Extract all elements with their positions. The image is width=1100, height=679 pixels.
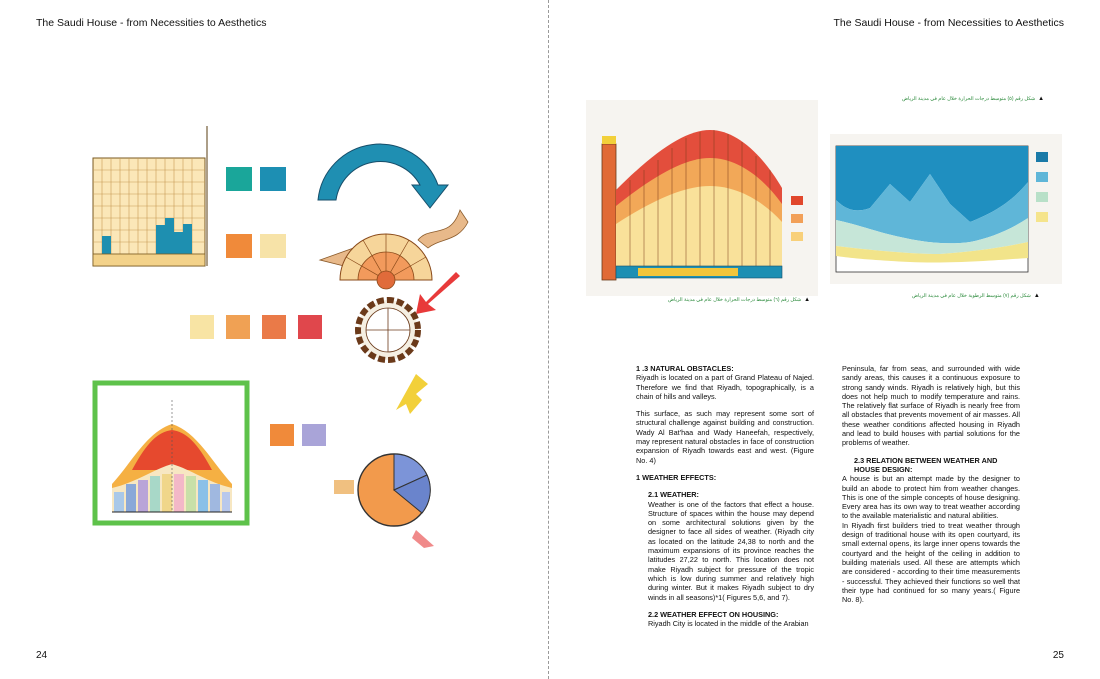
temperature-bell-chart-sketch [92, 380, 252, 555]
pie-chart-sketch [266, 370, 446, 550]
paragraph-house-design-2: In Riyadh first builders tried to treat weather through design of traditional house with its open courtyard, its small external opens, its large inner opens towards the courtyard and the height of the ceiling in addition to building materials used. All these are attempts which are considered - according to their time measurements - successful. They achieved their functions so well that their type had continued for so many years.( Figure No. 8). [842, 520, 1020, 605]
figure-caption-humidity [912, 293, 1040, 299]
paragraph-weather-effect-housing-cont: Peninsula, far from seas, and surrounded with wide sandy areas, this causes it a continuous exposure to strong sandy winds. Riyadh is relatively high, but this does not help much to modify temperature and rains. The relatively flat surface of Riyadh is nearly free from all obstacles that prevents movement of air masses. All these weather conditions affected housing in Riyadh and lead to build houses with partial solutions for the problems of weather. [842, 364, 1020, 448]
section-heading-weather-effects: 1 WEATHER EFFECTS: [636, 472, 717, 482]
figure-caption-humidity-text: شكل رقم (٧) متوسط الرطوبة خلال عام في مدينة الرياض [912, 293, 1031, 299]
text-column-1 [636, 364, 814, 636]
section-heading-weather-house-design: 2.3 RELATION BETWEEN WEATHER AND HOUSE DESIGN: [854, 455, 998, 474]
page-number-left: 24 [36, 650, 48, 661]
section-heading-weather: 2.1 WEATHER: [648, 490, 699, 500]
color-swatches-legend [224, 162, 294, 272]
page-divider [548, 0, 549, 679]
paragraph-natural-obstacles-1: Riyadh is located on a part of Grand Plateau of Najed. Therefore we find that Riyadh, topographically, is a chain of hills and valleys. [636, 373, 814, 401]
right-page [550, 0, 1100, 679]
figure-caption-temperature [668, 297, 810, 303]
figure-caption-temperature-text: شكل رقم (٦) متوسط درجات الحرارة خلال عام في مدينة الرياض [668, 297, 802, 303]
triangle-marker-icon: ▲ [1038, 96, 1045, 102]
wind-frequency-chart-sketch [88, 120, 218, 270]
paragraph-weather-effect-housing-start: Riyadh City is located in the middle of the Arabian [648, 619, 809, 629]
compass-ring-sketch [346, 262, 466, 382]
paragraph-house-design-1: A house is but an attempt made by the designer to build an abode to protect him from weather changes. This is one of the simple concepts of house designing. Every area has its own way to treat weather according to the available materialistic and natural abilities. [842, 474, 1020, 521]
paragraph-weather: Weather is one of the factors that effect a house. Structure of spaces within the house may depend on some architectural solutions given by the designer to face all sides of weather. (Riyadh city as located on the latitude 24,38 to north and the maximum expansions of its province reaches the latitudes 27,22 to north. This location does not make Riyadh subject for pressure of the tropic which is low during summer and relatively high during winter. But it makes Riyadh subject to dry winds in all seasons)*1( Figures 5,6, and 7). [648, 499, 814, 602]
triangle-marker-icon: ▲ [1033, 293, 1040, 299]
running-title-right: The Saudi House - from Necessities to Aesthetics [833, 17, 1064, 29]
temperature-area-chart-sketch [586, 100, 818, 296]
section-heading-weather-effect-housing: 2.2 WEATHER EFFECT ON HOUSING: [648, 609, 779, 619]
figure-caption-top-right [902, 96, 1044, 102]
triangle-marker-icon: ▲ [804, 297, 811, 303]
running-title-left: The Saudi House - from Necessities to Aesthetics [36, 17, 267, 29]
section-heading-natural-obstacles: 1 .3 NATURAL OBSTACLES: [636, 364, 734, 373]
text-column-2 [842, 364, 1020, 612]
humidity-area-chart-sketch [830, 134, 1062, 284]
paragraph-natural-obstacles-2: This surface, as such may represent some sort of structural challenge against building and construction. Wady Al Bat'haa and Wady Haneefah, respectively, may represent natural obstacles in face of construction expansion of Riyadh towards east and west. (Figure No. 4) [636, 409, 814, 465]
figure-caption-top-right-text: شكل رقم (٥) متوسط درجات الحرارة خلال عام في مدينة الرياض [902, 96, 1036, 102]
page-number-right: 25 [1052, 650, 1064, 661]
swatch-row [188, 312, 328, 342]
